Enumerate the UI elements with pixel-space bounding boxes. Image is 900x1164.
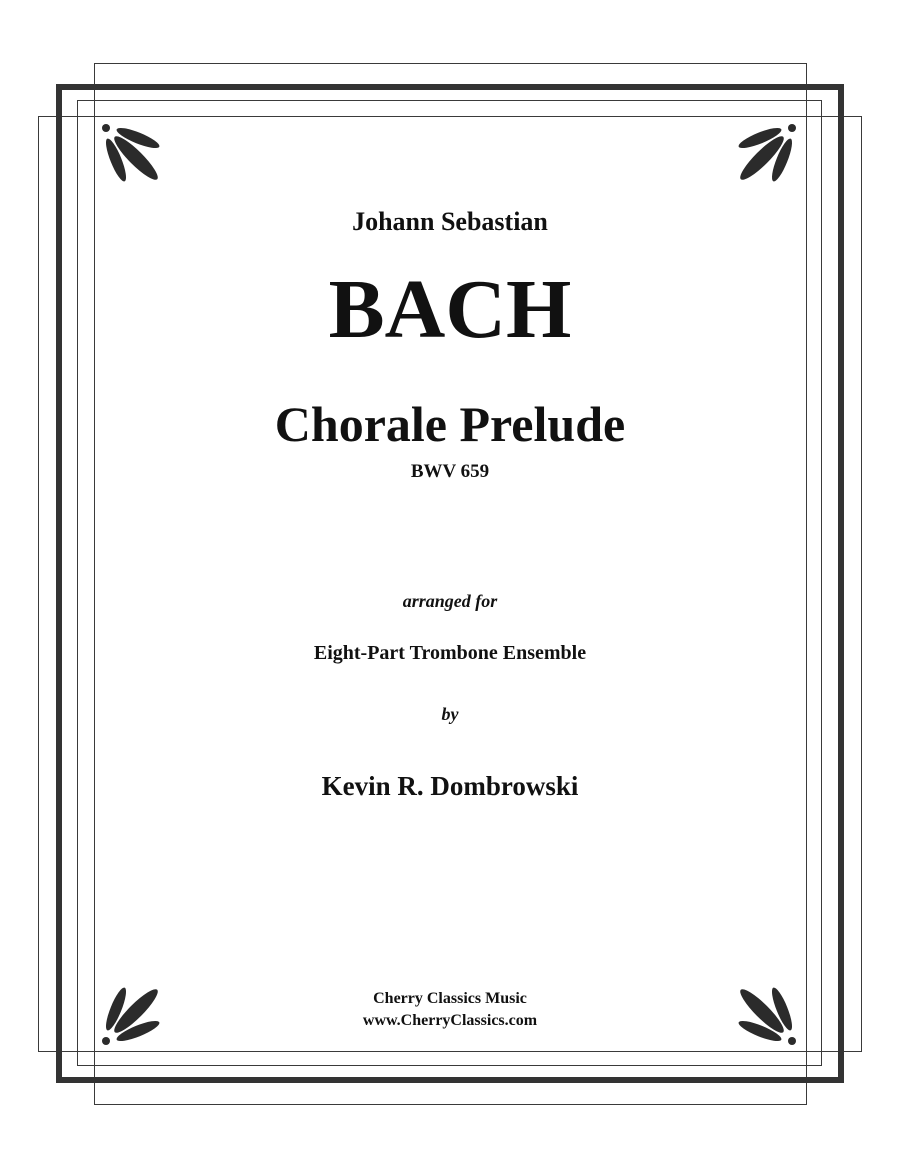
composer-last-name: BACH	[328, 263, 572, 356]
frame-inner	[77, 100, 822, 1066]
ensemble-name: Eight-Part Trombone Ensemble	[313, 642, 587, 664]
catalog-number: BWV 659	[410, 461, 490, 482]
publisher-url: www.CherryClassics.com	[362, 1012, 538, 1029]
work-title: Chorale Prelude	[274, 396, 626, 452]
by-label: by	[441, 704, 459, 724]
composer-first-name: Johann Sebastian	[352, 207, 548, 236]
arranged-for-label: arranged for	[402, 591, 498, 611]
corner-ornament-top-right-icon	[734, 120, 800, 186]
corner-ornament-top-left-icon	[98, 120, 164, 186]
publisher-name: Cherry Classics Music	[373, 990, 527, 1007]
arranger-name: Kevin R. Dombrowski	[321, 771, 579, 801]
